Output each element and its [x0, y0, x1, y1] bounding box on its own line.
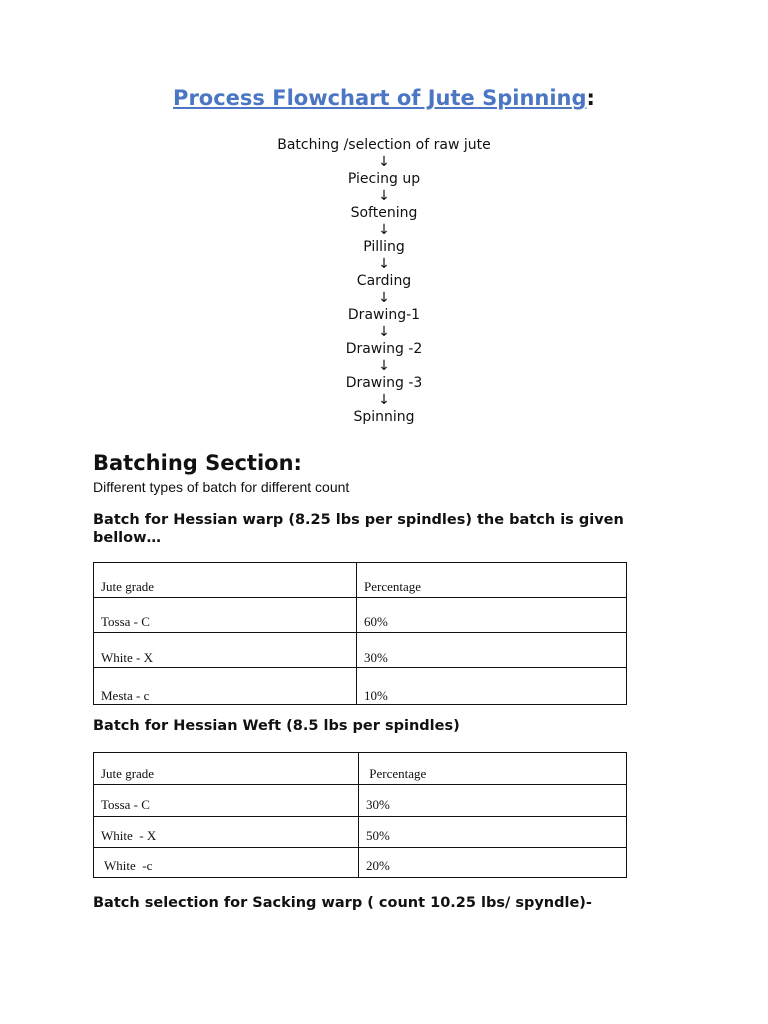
down-arrow-icon: ↓ [378, 154, 390, 170]
table-cell: 60% [357, 598, 627, 633]
down-arrow-icon: ↓ [378, 290, 390, 306]
section-heading: Batching Section: [93, 451, 302, 475]
table-cell: 30% [357, 633, 627, 668]
down-arrow-icon: ↓ [378, 358, 390, 374]
flow-step: Carding [356, 273, 412, 289]
table-cell: 50% [359, 817, 627, 848]
flow-step: Pilling [363, 239, 405, 255]
table-cell: 30% [359, 785, 627, 817]
warp-batch-table [93, 562, 627, 705]
table-cell: White - X [94, 633, 357, 668]
table-header-cell: Jute grade [94, 563, 357, 598]
flow-step: Softening [350, 205, 418, 221]
flow-step: Piecing up [347, 171, 421, 187]
flow-step: Drawing -3 [345, 375, 423, 391]
table-cell: Mesta - c [94, 668, 357, 705]
flow-step: Spinning [353, 409, 415, 425]
table-cell: Tossa - C [94, 785, 359, 817]
weft-batch-table [93, 752, 627, 878]
down-arrow-icon: ↓ [378, 188, 390, 204]
flow-step: Drawing-1 [347, 307, 421, 323]
down-arrow-icon: ↓ [378, 222, 390, 238]
table-header-row [94, 753, 627, 785]
table-header-row [94, 563, 627, 598]
table-row [94, 817, 627, 848]
flowchart [0, 137, 768, 426]
table-header-cell: Jute grade [94, 753, 359, 785]
table-row [94, 598, 627, 633]
warp-batch-heading: Batch for Hessian warp (8.25 lbs per spindles) the batch is given bellow… [93, 512, 624, 546]
weft-batch-heading: Batch for Hessian Weft (8.5 lbs per spindles) [93, 718, 460, 734]
down-arrow-icon: ↓ [378, 256, 390, 272]
table-cell: 20% [359, 848, 627, 878]
title-colon: : [586, 86, 595, 110]
table-cell: Tossa - C [94, 598, 357, 633]
title-link[interactable]: Process Flowchart of Jute Spinning [173, 86, 587, 110]
table-row [94, 668, 627, 705]
table-row [94, 848, 627, 878]
table-row [94, 785, 627, 817]
table-cell: White - X [94, 817, 359, 848]
table-header-cell: Percentage [357, 563, 627, 598]
down-arrow-icon: ↓ [378, 392, 390, 408]
page-title [0, 86, 768, 110]
table-cell: White -c [94, 848, 359, 878]
down-arrow-icon: ↓ [378, 324, 390, 340]
section-subtitle: Different types of batch for different count [93, 479, 350, 495]
table-cell: 10% [357, 668, 627, 705]
table-row [94, 633, 627, 668]
flow-step: Batching /selection of raw jute [277, 137, 491, 153]
flow-step: Drawing -2 [345, 341, 423, 357]
sacking-batch-heading: Batch selection for Sacking warp ( count 10.25 lbs/ spyndle)- [93, 895, 592, 911]
table-header-cell: Percentage [359, 753, 627, 785]
